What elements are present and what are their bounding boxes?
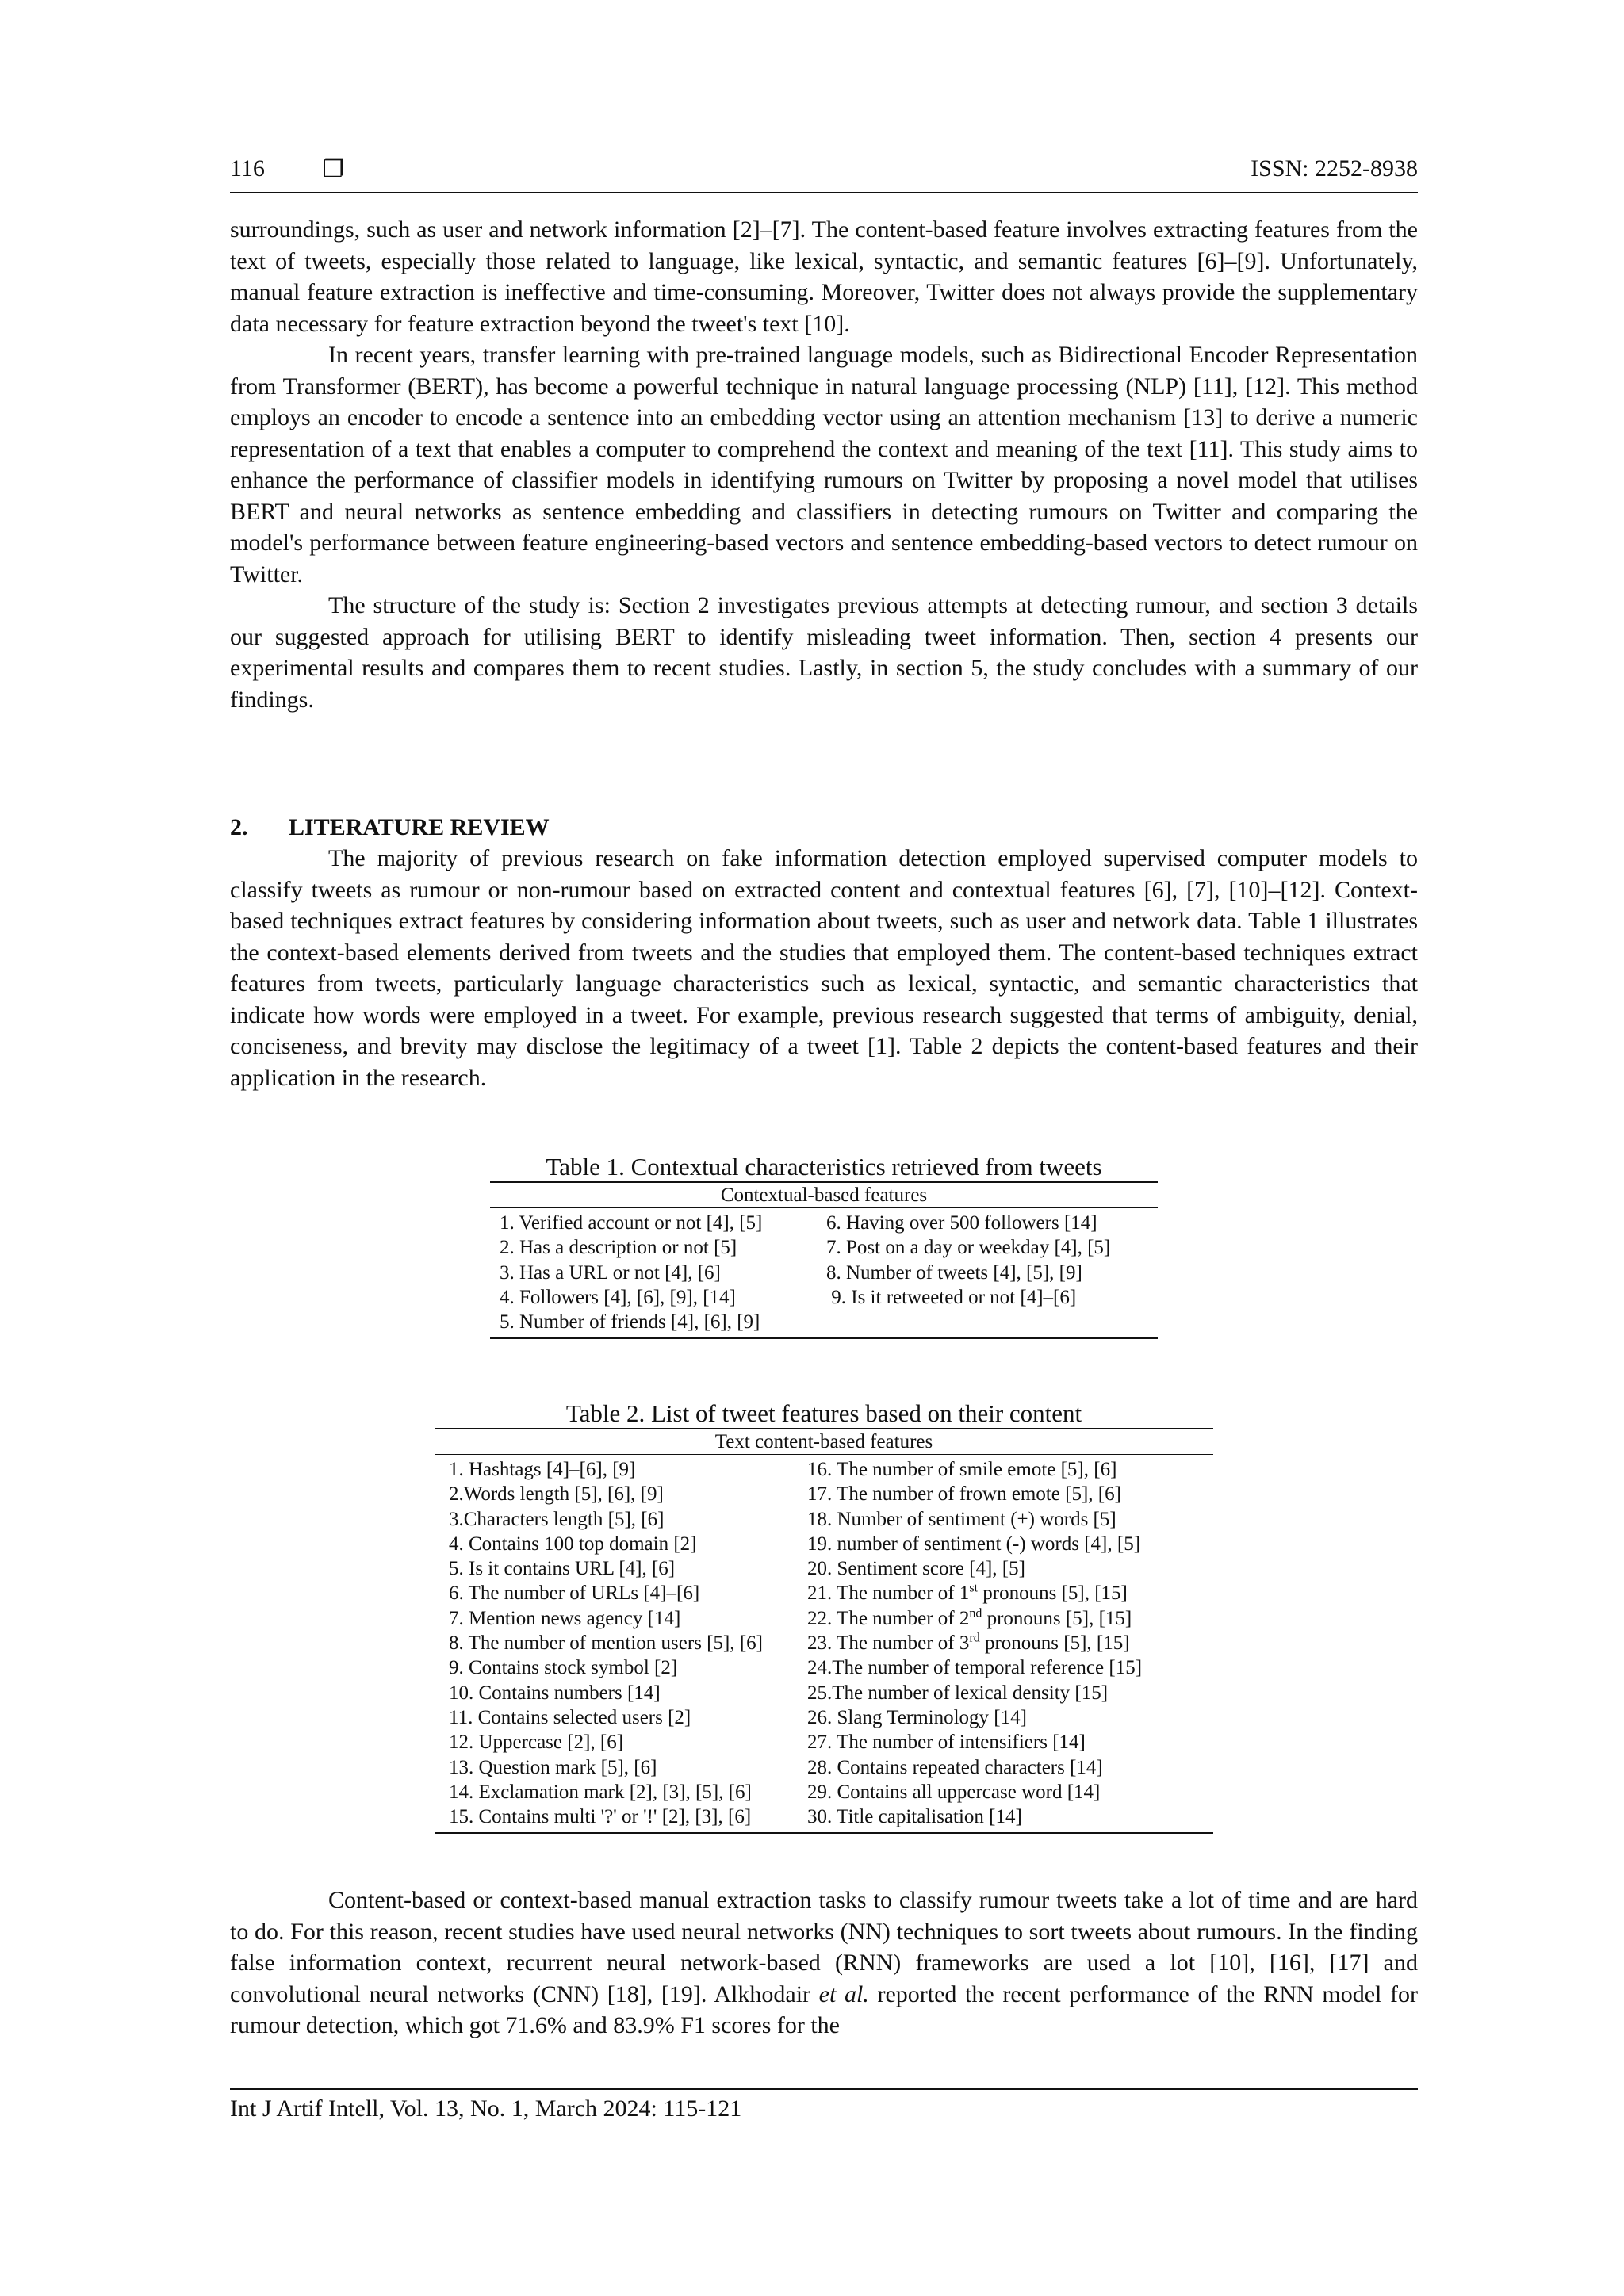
table-row bbox=[490, 1235, 1158, 1260]
table-row bbox=[435, 1705, 1213, 1730]
table-2 bbox=[435, 1399, 1213, 1834]
journal-citation: Int J Artif Intell, Vol. 13, No. 1, March 2024: 115-121 bbox=[230, 2095, 742, 2122]
table-2-subheader: Text content-based features bbox=[435, 1429, 1213, 1455]
table-cell: 3.Characters length [5], [6] bbox=[449, 1508, 665, 1530]
table-cell: 27. The number of intensifiers [14] bbox=[807, 1732, 1086, 1754]
table-row bbox=[435, 1556, 1213, 1581]
intro-section bbox=[230, 214, 1418, 715]
table-row bbox=[435, 1581, 1213, 1605]
table-1 bbox=[490, 1153, 1158, 1339]
table-1-subheader: Contextual-based features bbox=[490, 1183, 1158, 1208]
table-cell: 30. Title capitalisation [14] bbox=[807, 1806, 1022, 1828]
intro-paragraph-1: surroundings, such as user and network information [2]–[7]. The content-based feature involves extracting features from the text of tweets, especially those related to language, like lexical, syntactic, and semantic features [6]–[9]. Unfortunately, manual feature extraction is ineffective and time-consuming. Moreover, Twitter does not always provide the supplementary data necessary for feature extraction beyond the tweet's text [10]. bbox=[230, 216, 1418, 337]
pronoun-row-suffix: pronouns [5], [15] bbox=[982, 1607, 1132, 1629]
table-cell: 24.The number of temporal reference [15] bbox=[807, 1657, 1143, 1679]
intro-paragraph-2: In recent years, transfer learning with pre-trained language models, such as Bidirectional Encoder Representation from Transformer (BERT), has become a powerful technique in natural language processing (NLP) [11], [12]. This method employs an encoder to encode a sentence into an embedding vector using an attention mechanism [13] to derive a numeric representation of a text that enables a computer to comprehend the context and meaning of the text [11]. This study aims to enhance the performance of classifier models in identifying rumours on Twitter by proposing a novel model that utilises BERT and neural networks as sentence embedding and classifiers in detecting rumours on Twitter and comparing the model's performance between feature engineering-based vectors and sentence embedding-based vectors to detect rumour on Twitter. bbox=[230, 342, 1418, 587]
pronoun-row-suffix: pronouns [5], [15] bbox=[978, 1582, 1128, 1605]
table-row bbox=[435, 1482, 1213, 1506]
table-cell: 5. Is it contains URL [4], [6] bbox=[449, 1558, 676, 1580]
table-row bbox=[435, 1631, 1213, 1655]
square-bullet-icon: ❐ bbox=[323, 156, 344, 182]
table-cell: 1. Hashtags [4]–[6], [9] bbox=[449, 1459, 636, 1480]
table-cell bbox=[807, 1631, 1213, 1655]
table-row bbox=[490, 1261, 1158, 1285]
table-cell bbox=[807, 1606, 1213, 1631]
intro-paragraph-3: The structure of the study is: Section 2 investigates previous attempts at detecting rumour, and section 3 details our suggested approach for utilising BERT to identify misleading tweet information. Then, section 4 presents our experimental results and compares them to recent studies. Lastly, in section 5, the study concludes with a summary of our findings. bbox=[230, 592, 1418, 713]
table-cell: 8. Number of tweets [4], [5], [9] bbox=[826, 1261, 1082, 1284]
literature-paragraph: The majority of previous research on fake information detection employed supervised computer models to classify tweets as rumour or non-rumour based on extracted content and contextual features [6], [7], [10]–[12]. Context-based techniques extract features by considering information about tweets, such as user and network data. Table 1 illustrates the context-based elements derived from tweets and the studies that employed them. The content-based techniques extract features from tweets, particularly language characteristics such as lexical, syntactic, and semantic characteristics that indicate how words were employed in a tweet. For example, previous research suggested that terms of ambiguity, denial, conciseness, and brevity may disclose the legitimacy of a tweet [1]. Table 2 depicts the content-based features and their application in the research. bbox=[230, 845, 1418, 1091]
table-cell: 1. Verified account or not [4], [5] bbox=[500, 1212, 763, 1234]
table-cell: 2. Has a description or not [5] bbox=[500, 1237, 737, 1259]
table-row bbox=[435, 1532, 1213, 1556]
pronoun-row-suffix: pronouns [5], [15] bbox=[979, 1632, 1130, 1655]
section-number: 2. bbox=[230, 814, 248, 840]
table-row bbox=[435, 1730, 1213, 1755]
table-cell: 11. Contains selected users [2] bbox=[449, 1706, 691, 1728]
table-cell: 18. Number of sentiment (+) words [5] bbox=[807, 1508, 1116, 1530]
section-title: LITERATURE REVIEW bbox=[289, 814, 550, 840]
closing-text-start: Content-based or context-based manual extraction tasks to classify rumour tweets take a lot of time and are hard to do. For this reason, recent studies have used neural networks (NN) techniques to sort tweets about rumours. In the finding false information context, recurrent neural network-based (RNN) frameworks are used a lot [10], [16], [17] and convolutional neural networks (CNN) [18], [19]. Alkhodair bbox=[230, 1887, 1418, 2007]
table-2-caption: Table 2. List of tweet features based on their content bbox=[565, 1399, 1082, 1427]
table-row bbox=[435, 1755, 1213, 1780]
table-cell: 16. The number of smile emote [5], [6] bbox=[807, 1459, 1117, 1480]
table-row bbox=[490, 1211, 1158, 1235]
table-cell: 14. Exclamation mark [2], [3], [5], [6] bbox=[449, 1781, 752, 1803]
table-cell: 12. Uppercase [2], [6] bbox=[449, 1732, 624, 1754]
issn-label: ISSN: 2252-8938 bbox=[1251, 155, 1418, 182]
closing-section bbox=[230, 1885, 1418, 2042]
table-cell: 28. Contains repeated characters [14] bbox=[807, 1756, 1103, 1778]
table-cell: 4. Followers [4], [6], [9], [14] bbox=[500, 1286, 736, 1308]
ordinal-suffix: st bbox=[969, 1582, 979, 1596]
table-cell: 3. Has a URL or not [4], [6] bbox=[500, 1261, 721, 1284]
table-cell: 7. Post on a day or weekday [4], [5] bbox=[826, 1237, 1111, 1259]
table-cell: 19. number of sentiment (-) words [4], [5] bbox=[807, 1533, 1141, 1555]
page-footer bbox=[230, 2088, 1418, 2123]
table-cell: 6. Having over 500 followers [14] bbox=[826, 1212, 1097, 1234]
closing-paragraph bbox=[230, 1885, 1418, 2042]
ordinal-suffix: rd bbox=[969, 1631, 980, 1645]
table-cell: 9. Is it retweeted or not [4]–[6] bbox=[826, 1286, 1077, 1308]
table-cell: 29. Contains all uppercase word [14] bbox=[807, 1781, 1101, 1803]
table-cell: 10. Contains numbers [14] bbox=[449, 1682, 661, 1704]
closing-text-italic: et al. bbox=[818, 1980, 869, 2007]
pronoun-row-prefix: 23. The number of 3 bbox=[807, 1632, 970, 1655]
ordinal-suffix: nd bbox=[969, 1606, 982, 1621]
table-cell bbox=[807, 1581, 1213, 1605]
table-cell: 13. Question mark [5], [6] bbox=[449, 1756, 657, 1778]
table-row bbox=[435, 1804, 1213, 1829]
table-cell: 9. Contains stock symbol [2] bbox=[449, 1657, 678, 1679]
table-cell: 7. Mention news agency [14] bbox=[449, 1607, 681, 1629]
table-row bbox=[435, 1457, 1213, 1482]
table-cell: 15. Contains multi '?' or '!' [2], [3], [6] bbox=[449, 1806, 752, 1828]
table-row bbox=[435, 1780, 1213, 1804]
page-header bbox=[230, 152, 1418, 193]
page-number: 116 bbox=[230, 155, 265, 182]
table-row bbox=[435, 1606, 1213, 1631]
table-row bbox=[435, 1655, 1213, 1680]
table-cell bbox=[826, 1310, 1158, 1334]
pronoun-row-prefix: 22. The number of 2 bbox=[807, 1607, 970, 1629]
section-heading bbox=[230, 812, 1418, 844]
table-cell: 20. Sentiment score [4], [5] bbox=[807, 1558, 1025, 1580]
table-1-body bbox=[490, 1181, 1158, 1339]
table-cell: 25.The number of lexical density [15] bbox=[807, 1682, 1109, 1704]
table-cell: 4. Contains 100 top domain [2] bbox=[449, 1533, 697, 1555]
table-cell: 17. The number of frown emote [5], [6] bbox=[807, 1483, 1121, 1506]
table-cell: 8. The number of mention users [5], [6] bbox=[449, 1632, 763, 1655]
pronoun-row-prefix: 21. The number of 1 bbox=[807, 1582, 970, 1605]
table-row bbox=[435, 1681, 1213, 1705]
table-cell: 26. Slang Terminology [14] bbox=[807, 1706, 1027, 1728]
table-row bbox=[435, 1507, 1213, 1532]
table-row bbox=[490, 1310, 1158, 1334]
table-2-body bbox=[435, 1428, 1213, 1834]
closing-text-end: reported the recent performance of the RNN model for rumour detection, which got 71.6% and 83.9% F1 scores for the bbox=[230, 1980, 1418, 2038]
table-cell: 5. Number of friends [4], [6], [9] bbox=[500, 1311, 760, 1334]
table-cell: 6. The number of URLs [4]–[6] bbox=[449, 1582, 700, 1605]
table-1-caption: Table 1. Contextual characteristics retrieved from tweets bbox=[546, 1153, 1102, 1181]
table-row bbox=[490, 1285, 1158, 1310]
table-cell: 2.Words length [5], [6], [9] bbox=[449, 1483, 664, 1506]
